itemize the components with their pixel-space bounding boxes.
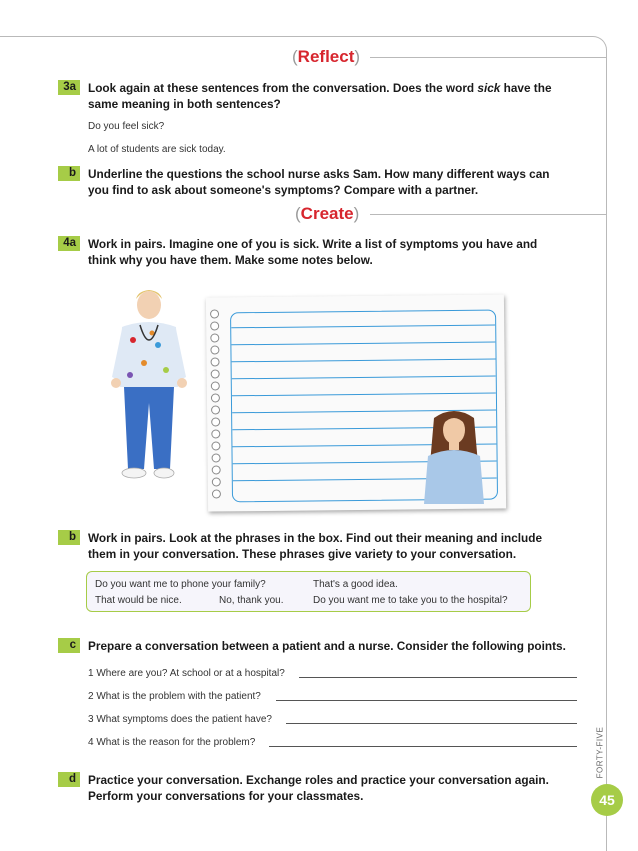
ring-icon: [212, 477, 221, 486]
phrase-5: Do you want me to take you to the hospital?: [313, 595, 508, 606]
ring-icon: [211, 393, 220, 402]
sentence-2: A lot of students are sick today.: [88, 144, 226, 155]
ring-icon: [211, 369, 220, 378]
phrase-1: Do you want me to phone your family?: [95, 579, 266, 590]
phrase-2: That's a good idea.: [313, 579, 398, 590]
badge-3a: 3a: [58, 80, 80, 95]
badge-4d: d: [58, 772, 80, 787]
ring-icon: [211, 381, 220, 390]
patient-girl-image: [418, 408, 490, 504]
ring-icon: [210, 321, 219, 330]
question-3a: 3a Look again at these sentences from the conversation. Does the word sick have the same meaning in both sentences?: [62, 80, 572, 112]
point-1: 1 Where are you? At school or at a hospital?: [88, 668, 285, 679]
create-title: (Create): [291, 204, 363, 224]
ring-icon: [211, 441, 220, 450]
ring-icon: [211, 417, 220, 426]
ring-icon: [210, 345, 219, 354]
create-title-line: [370, 214, 607, 215]
phrase-4: No, thank you.: [219, 595, 284, 606]
create-title-text: Create: [300, 204, 354, 223]
badge-4b: b: [58, 530, 80, 545]
ring-icon: [211, 429, 220, 438]
ring-icon: [210, 309, 219, 318]
answer-line-1[interactable]: [299, 677, 577, 678]
ring-icon: [212, 465, 221, 474]
point-3: 3 What symptoms does the patient have?: [88, 714, 272, 725]
nurse-image: [108, 285, 190, 481]
question-4b: b Work in pairs. Look at the phrases in the box. Find out their meaning and include them in your conversation. These phrases give variety to your conversation.: [62, 530, 572, 562]
phrase-box: [86, 571, 531, 612]
point-4: 4 What is the reason for the problem?: [88, 737, 256, 748]
question-4a: 4a Work in pairs. Imagine one of you is sick. Write a list of symptoms you have and think why you have them. Make some notes below.: [62, 236, 572, 268]
ring-icon: [211, 405, 220, 414]
answer-line-4[interactable]: [269, 746, 577, 747]
answer-line-2[interactable]: [276, 700, 577, 701]
sentence-1: Do you feel sick?: [88, 121, 165, 132]
phrase-3: That would be nice.: [95, 595, 182, 606]
answer-line-3[interactable]: [286, 723, 577, 724]
ring-icon: [211, 357, 220, 366]
reflect-title-line: [370, 57, 607, 58]
badge-4c: c: [58, 638, 80, 653]
reflect-title-text: Reflect: [297, 47, 355, 66]
ring-icon: [210, 333, 219, 342]
ring-icon: [212, 489, 221, 498]
question-4d: d Practice your conversation. Exchange roles and practice your conversation again. Perform your conversations for your classmates.: [62, 772, 572, 804]
reflect-title: (Reflect): [288, 47, 364, 67]
question-4c: c Prepare a conversation between a patient and a nurse. Consider the following points.: [62, 638, 592, 654]
page-word: FORTY-FIVE: [595, 726, 605, 779]
ring-icon: [212, 453, 221, 462]
page-number: 45: [591, 784, 623, 816]
badge-3b: b: [58, 166, 80, 181]
point-2: 2 What is the problem with the patient?: [88, 691, 261, 702]
question-3b: b Underline the questions the school nurse asks Sam. How many different ways can you find to ask about someone's symptoms? Compare with a partner.: [62, 166, 572, 198]
badge-4a: 4a: [58, 236, 80, 251]
